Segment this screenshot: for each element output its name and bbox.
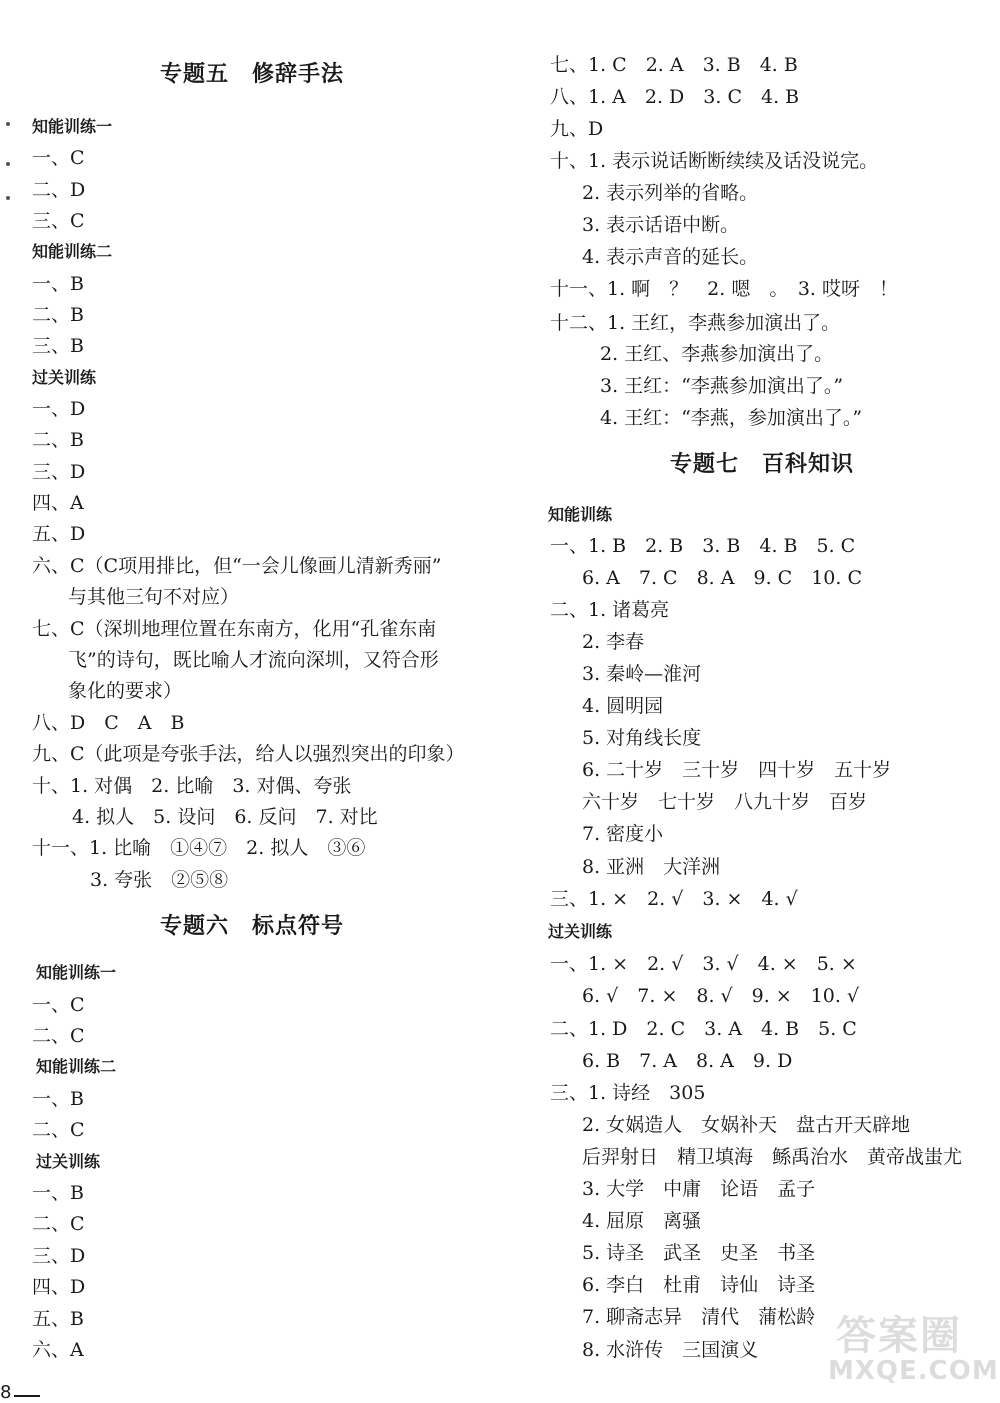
answer-line: 二、C bbox=[32, 1213, 85, 1235]
answer-line: 8. 水浒传 三国演义 bbox=[582, 1339, 759, 1361]
answer-line: 7. 密度小 bbox=[582, 823, 664, 845]
subsection-heading: 过关训练 bbox=[548, 922, 613, 941]
answer-line: 2. 女娲造人 女娲补天 盘古开天辟地 bbox=[582, 1114, 911, 1136]
answer-line: 5. 对角线长度 bbox=[582, 727, 702, 749]
answer-line: 二、B bbox=[32, 304, 84, 326]
page-number-rule bbox=[14, 1395, 40, 1397]
margin-mark bbox=[6, 162, 10, 166]
answer-line: 二、C bbox=[32, 1025, 85, 1047]
answer-line: 六、A bbox=[32, 1339, 84, 1361]
answer-line: 4. 拟人 5. 设问 6. 反问 7. 对比 bbox=[72, 806, 378, 828]
answer-line: 3. 秦岭—淮河 bbox=[582, 663, 702, 685]
margin-mark bbox=[6, 196, 10, 200]
answer-line: 八、1. A 2. D 3. C 4. B bbox=[550, 86, 800, 108]
answer-line: 2. 表示列举的省略。 bbox=[582, 182, 759, 204]
subsection-heading: 过关训练 bbox=[36, 1152, 101, 1171]
answer-line: 三、1. × 2. √ 3. × 4. √ bbox=[550, 888, 798, 910]
section-heading: 专题五 修辞手法 bbox=[160, 62, 345, 87]
subsection-heading: 知能训练一 bbox=[36, 963, 117, 982]
subsection-heading: 知能训练二 bbox=[36, 1057, 117, 1076]
answer-line: 五、D bbox=[32, 523, 86, 545]
margin-mark bbox=[6, 122, 10, 126]
answer-line: 2. 李春 bbox=[582, 631, 645, 653]
answer-line: 三、D bbox=[32, 1245, 86, 1267]
answer-line: 一、B bbox=[32, 1182, 84, 1204]
subsection-heading: 过关训练 bbox=[32, 368, 97, 387]
answer-line: 五、B bbox=[32, 1308, 84, 1330]
answer-line: 与其他三句不对应） bbox=[68, 586, 240, 608]
answer-line: 4. 表示声音的延长。 bbox=[582, 246, 759, 268]
answer-line: 5. 诗圣 武圣 史圣 书圣 bbox=[582, 1242, 816, 1264]
answer-line: 一、C bbox=[32, 147, 85, 169]
answer-line: 十、1. 对偶 2. 比喻 3. 对偶、夸张 bbox=[32, 775, 352, 797]
answer-line: 四、A bbox=[32, 492, 84, 514]
answer-line: 一、1. B 2. B 3. B 4. B 5. C bbox=[550, 535, 856, 557]
answer-line: 6. B 7. A 8. A 9. D bbox=[582, 1050, 793, 1072]
answer-line: 一、1. × 2. √ 3. √ 4. × 5. × bbox=[550, 953, 857, 975]
answer-line: 3. 表示话语中断。 bbox=[582, 214, 740, 236]
watermark-text: 答案圈 bbox=[836, 1313, 962, 1359]
answer-line: 八、D C A B bbox=[32, 712, 185, 734]
answer-line: 二、D bbox=[32, 179, 86, 201]
answer-line: 二、B bbox=[32, 429, 84, 451]
watermark bbox=[828, 1300, 998, 1392]
answer-line: 4. 王红：“李燕，参加演出了。” bbox=[600, 407, 863, 429]
answer-line: 二、C bbox=[32, 1119, 85, 1141]
answer-line: 二、1. 诸葛亮 bbox=[550, 599, 670, 621]
subsection-heading: 知能训练 bbox=[548, 505, 613, 524]
answer-line: 九、C（此项是夸张手法，给人以强烈突出的印象） bbox=[32, 743, 465, 765]
answer-line: 一、D bbox=[32, 398, 86, 420]
subsection-heading: 知能训练二 bbox=[32, 242, 113, 261]
answer-line: 飞”的诗句，既比喻人才流向深圳，又符合形 bbox=[68, 649, 439, 671]
answer-line: 六、C（C项用排比，但“一会儿像画儿清新秀丽” bbox=[32, 555, 442, 577]
section-heading: 专题六 标点符号 bbox=[160, 914, 345, 939]
answer-line: 6. √ 7. × 8. √ 9. × 10. √ bbox=[582, 985, 860, 1007]
answer-line: 三、D bbox=[32, 461, 86, 483]
page-number: 8 bbox=[0, 1382, 12, 1403]
answer-line: 十、1. 表示说话断断续续及话没说完。 bbox=[550, 150, 879, 172]
answer-line: 8. 亚洲 大洋洲 bbox=[582, 856, 721, 878]
answer-line: 一、C bbox=[32, 994, 85, 1016]
answer-line: 2. 王红、李燕参加演出了。 bbox=[600, 343, 834, 365]
answer-line: 6. 二十岁 三十岁 四十岁 五十岁 bbox=[582, 759, 892, 781]
answer-line: 三、1. 诗经 305 bbox=[550, 1082, 706, 1104]
answer-line: 7. 聊斋志异 清代 蒲松龄 bbox=[582, 1306, 816, 1328]
answer-line: 十二、1. 王红，李燕参加演出了。 bbox=[550, 312, 841, 334]
answer-line: 4. 屈原 离骚 bbox=[582, 1210, 702, 1232]
answer-line: 三、B bbox=[32, 335, 84, 357]
answer-line: 象化的要求） bbox=[68, 680, 183, 702]
answer-line: 七、C（深圳地理位置在东南方，化用“孔雀东南 bbox=[32, 618, 437, 640]
section-heading: 专题七 百科知识 bbox=[670, 452, 855, 477]
answer-line: 3. 王红：“李燕参加演出了。” bbox=[600, 375, 844, 397]
answer-line: 九、D bbox=[550, 118, 604, 140]
answer-line: 一、B bbox=[32, 273, 84, 295]
answer-line: 十一、1. 比喻 ①④⑦ 2. 拟人 ③⑥ bbox=[32, 837, 366, 859]
answer-line: 二、1. D 2. C 3. A 4. B 5. C bbox=[550, 1018, 857, 1040]
answer-line: 4. 圆明园 bbox=[582, 695, 664, 717]
answer-line: 后羿射日 精卫填海 鲧禹治水 黄帝战蚩尤 bbox=[582, 1146, 963, 1168]
answer-line: 十一、1. 啊 ？ 2. 嗯 。 3. 哎呀 ！ bbox=[550, 278, 899, 300]
subsection-heading: 知能训练一 bbox=[32, 117, 113, 136]
answer-line: 四、D bbox=[32, 1276, 86, 1298]
answer-line: 3. 大学 中庸 论语 孟子 bbox=[582, 1178, 816, 1200]
answer-line: 三、C bbox=[32, 210, 85, 232]
answer-line: 六十岁 七十岁 八九十岁 百岁 bbox=[582, 791, 868, 813]
answer-line: 一、B bbox=[32, 1088, 84, 1110]
answer-line: 6. A 7. C 8. A 9. C 10. C bbox=[582, 567, 862, 589]
answer-line: 6. 李白 杜甫 诗仙 诗圣 bbox=[582, 1274, 816, 1296]
answer-line: 七、1. C 2. A 3. B 4. B bbox=[550, 54, 798, 76]
watermark-url: MXQE.COM bbox=[828, 1356, 999, 1386]
answer-line: 3. 夸张 ②⑤⑧ bbox=[90, 869, 229, 891]
